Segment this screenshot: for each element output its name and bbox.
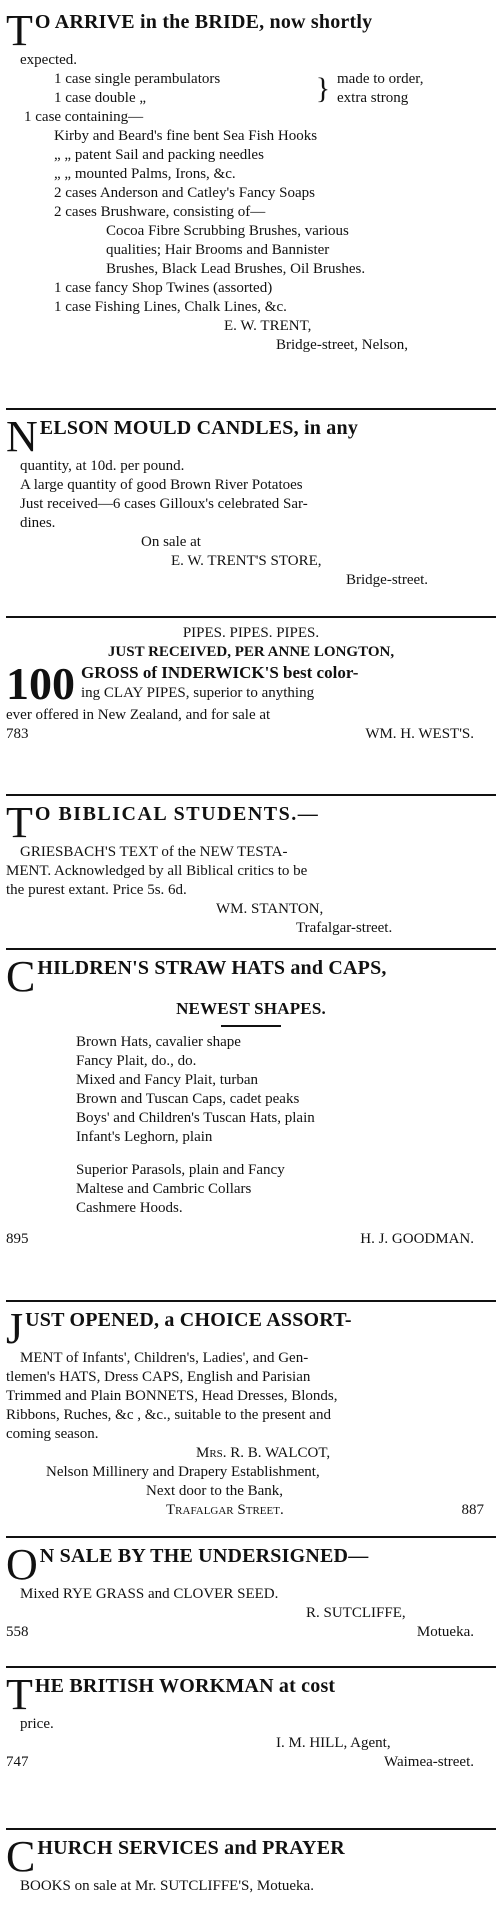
text-line: GROSS of INDERWICK'S best color-: [81, 663, 359, 682]
store-address: Bridge-street.: [346, 572, 429, 588]
text-line: Trimmed and Plain BONNETS, Head Dresses, Blonds,: [6, 1388, 338, 1404]
divider: [6, 1300, 496, 1302]
signature-address: Waimea-street.: [384, 1754, 474, 1770]
signature-address: Bridge-street, Nelson,: [276, 337, 409, 353]
divider: [6, 1536, 496, 1538]
text-line: MENT of Infants', Children's, Ladies', and Gen-: [20, 1350, 309, 1366]
signature-row: [6, 1501, 496, 1520]
drop-initial: C: [6, 956, 36, 997]
divider: [6, 408, 496, 410]
signature-name: R. SUTCLIFFE,: [306, 1605, 406, 1621]
advert-pipes: [6, 624, 496, 744]
text-line: qualities; Hair Brooms and Bannister: [106, 242, 330, 258]
divider: [6, 616, 496, 618]
advert-heading: O BIBLICAL STUDENTS.—: [34, 803, 320, 825]
drop-initial: T: [6, 802, 33, 843]
divider: [6, 1666, 496, 1668]
advert-straw-hats: [6, 956, 496, 1249]
short-divider: [221, 1025, 281, 1027]
signature-name: I. M. HILL, Agent,: [276, 1735, 391, 1751]
advert-grass-seed: [6, 1544, 496, 1642]
signature-line: Next door to the Bank,: [146, 1483, 284, 1499]
text-line: On sale at: [141, 534, 201, 550]
text-line: Brushes, Black Lead Brushes, Oil Brushes.: [106, 261, 366, 277]
text-line: extra strong: [337, 90, 409, 106]
store-name: E. W. TRENT'S STORE,: [171, 553, 322, 569]
text-line: price.: [20, 1716, 54, 1732]
advert-bride-arrivals: [6, 10, 496, 355]
text-line: Kirby and Beard's fine bent Sea Fish Hooks: [54, 128, 318, 144]
text-line: ing CLAY PIPES, superior to anything: [81, 685, 315, 701]
advert-number: 887: [461, 1502, 484, 1518]
drop-initial: N: [6, 416, 38, 457]
advert-heading: HE BRITISH WORKMAN at cost: [34, 1675, 336, 1697]
brace-symbol: }: [315, 72, 331, 105]
drop-initial: O: [6, 1544, 38, 1585]
text-line: Ribbons, Ruches, &c , &c., suitable to the present and: [6, 1407, 331, 1423]
signature-line: Nelson Millinery and Drapery Establishment,: [46, 1464, 320, 1480]
drop-initial: T: [6, 10, 33, 51]
advert-church-services: [6, 1836, 496, 1896]
text-line: 2 cases Anderson and Catley's Fancy Soaps: [54, 185, 315, 201]
text-line: ever offered in New Zealand, and for sale at: [6, 707, 271, 723]
advert-heading: HURCH SERVICES and PRAYER: [37, 1837, 345, 1859]
signature-name: Mrs. R. B. WALCOT,: [196, 1445, 331, 1461]
text-line: Fancy Plait, do., do.: [76, 1053, 197, 1069]
text-line: quantity, at 10d. per pound.: [20, 458, 185, 474]
text-line: coming season.: [6, 1426, 99, 1442]
text-line: „ „ mounted Palms, Irons, &c.: [54, 166, 236, 182]
advert-heading: N SALE BY THE UNDERSIGNED—: [39, 1545, 369, 1567]
text-line: made to order,: [337, 71, 424, 87]
advert-millinery: [6, 1308, 496, 1520]
signature-row: [6, 1623, 496, 1642]
signature-row: [6, 1753, 496, 1772]
advert-number: 783: [6, 726, 29, 742]
advert-number: 558: [6, 1624, 29, 1640]
text-line: Cashmere Hoods.: [76, 1200, 183, 1216]
text-line: dines.: [20, 515, 56, 531]
text-line: A large quantity of good Brown River Potatoes: [20, 477, 303, 493]
seller-name: WM. H. WEST'S.: [365, 726, 474, 742]
text-line: Maltese and Cambric Collars: [76, 1181, 252, 1197]
text-line: 1 case single perambulators: [54, 71, 221, 87]
divider: [6, 794, 496, 796]
text-line: the purest extant. Price 5s. 6d.: [6, 882, 187, 898]
text-line: Cocoa Fibre Scrubbing Brushes, various: [106, 223, 349, 239]
advert-candles: [6, 416, 496, 590]
text-line: 1 case Fishing Lines, Chalk Lines, &c.: [54, 299, 287, 315]
signature-street: Trafalgar Street.: [166, 1502, 284, 1518]
text-line: Just received—6 cases Gilloux's celebrated Sar-: [20, 496, 308, 512]
advert-heading: ELSON MOULD CANDLES, in any: [39, 417, 359, 439]
text-line: expected.: [20, 52, 78, 68]
text-line: Mixed and Fancy Plait, turban: [76, 1072, 259, 1088]
drop-initial: C: [6, 1836, 36, 1877]
text-line: BOOKS on sale at Mr. SUTCLIFFE'S, Motueka.: [20, 1878, 314, 1894]
big-number: 100: [6, 662, 75, 706]
seller-name: H. J. GOODMAN.: [360, 1231, 474, 1247]
advert-british-workman: [6, 1674, 496, 1772]
text-line: tlemen's HATS, Dress CAPS, English and Parisian: [6, 1369, 311, 1385]
text-line: Mixed RYE GRASS and CLOVER SEED.: [20, 1586, 279, 1602]
drop-initial: J: [6, 1308, 24, 1349]
text-line: 1 case containing—: [24, 109, 144, 125]
signature-name: E. W. TRENT,: [224, 318, 312, 334]
text-line: Brown Hats, cavalier shape: [76, 1034, 241, 1050]
advert-number: 747: [6, 1754, 29, 1770]
advert-heading: O ARRIVE in the BRIDE, now shortly: [34, 11, 373, 33]
text-line: MENT. Acknowledged by all Biblical critics to be: [6, 863, 308, 879]
signature-address: Motueka.: [416, 1624, 474, 1640]
divider: [6, 948, 496, 950]
advert-number: 895: [6, 1231, 29, 1247]
text-line: 2 cases Brushware, consisting of—: [54, 204, 266, 220]
signature-row: [6, 1230, 496, 1249]
advert-heading: UST OPENED, a CHOICE ASSORT-: [25, 1309, 352, 1331]
text-line: Infant's Leghorn, plain: [76, 1129, 213, 1145]
divider: [6, 1828, 496, 1830]
text-line: Boys' and Children's Tuscan Hats, plain: [76, 1110, 315, 1126]
advert-subtitle: JUST RECEIVED, PER ANNE LONGTON,: [107, 644, 395, 660]
advert-title: PIPES. PIPES. PIPES.: [182, 625, 320, 641]
text-line: GRIESBACH'S TEXT of the NEW TESTA-: [20, 844, 288, 860]
signature-name: WM. STANTON,: [216, 901, 324, 917]
text-line: „ „ patent Sail and packing needles: [54, 147, 264, 163]
advert-subheading: NEWEST SHAPES.: [176, 999, 326, 1018]
signature-row: [6, 725, 496, 744]
text-line: 1 case fancy Shop Twines (assorted): [54, 280, 273, 296]
signature-address: Trafalgar-street.: [296, 920, 393, 936]
advert-biblical: [6, 802, 496, 938]
advert-heading: HILDREN'S STRAW HATS and CAPS,: [37, 957, 387, 979]
text-line: Brown and Tuscan Caps, cadet peaks: [76, 1091, 300, 1107]
text-line: Superior Parasols, plain and Fancy: [76, 1162, 285, 1178]
drop-initial: T: [6, 1674, 33, 1715]
brace-group: [6, 70, 496, 108]
text-line: 1 case double „: [54, 90, 147, 106]
